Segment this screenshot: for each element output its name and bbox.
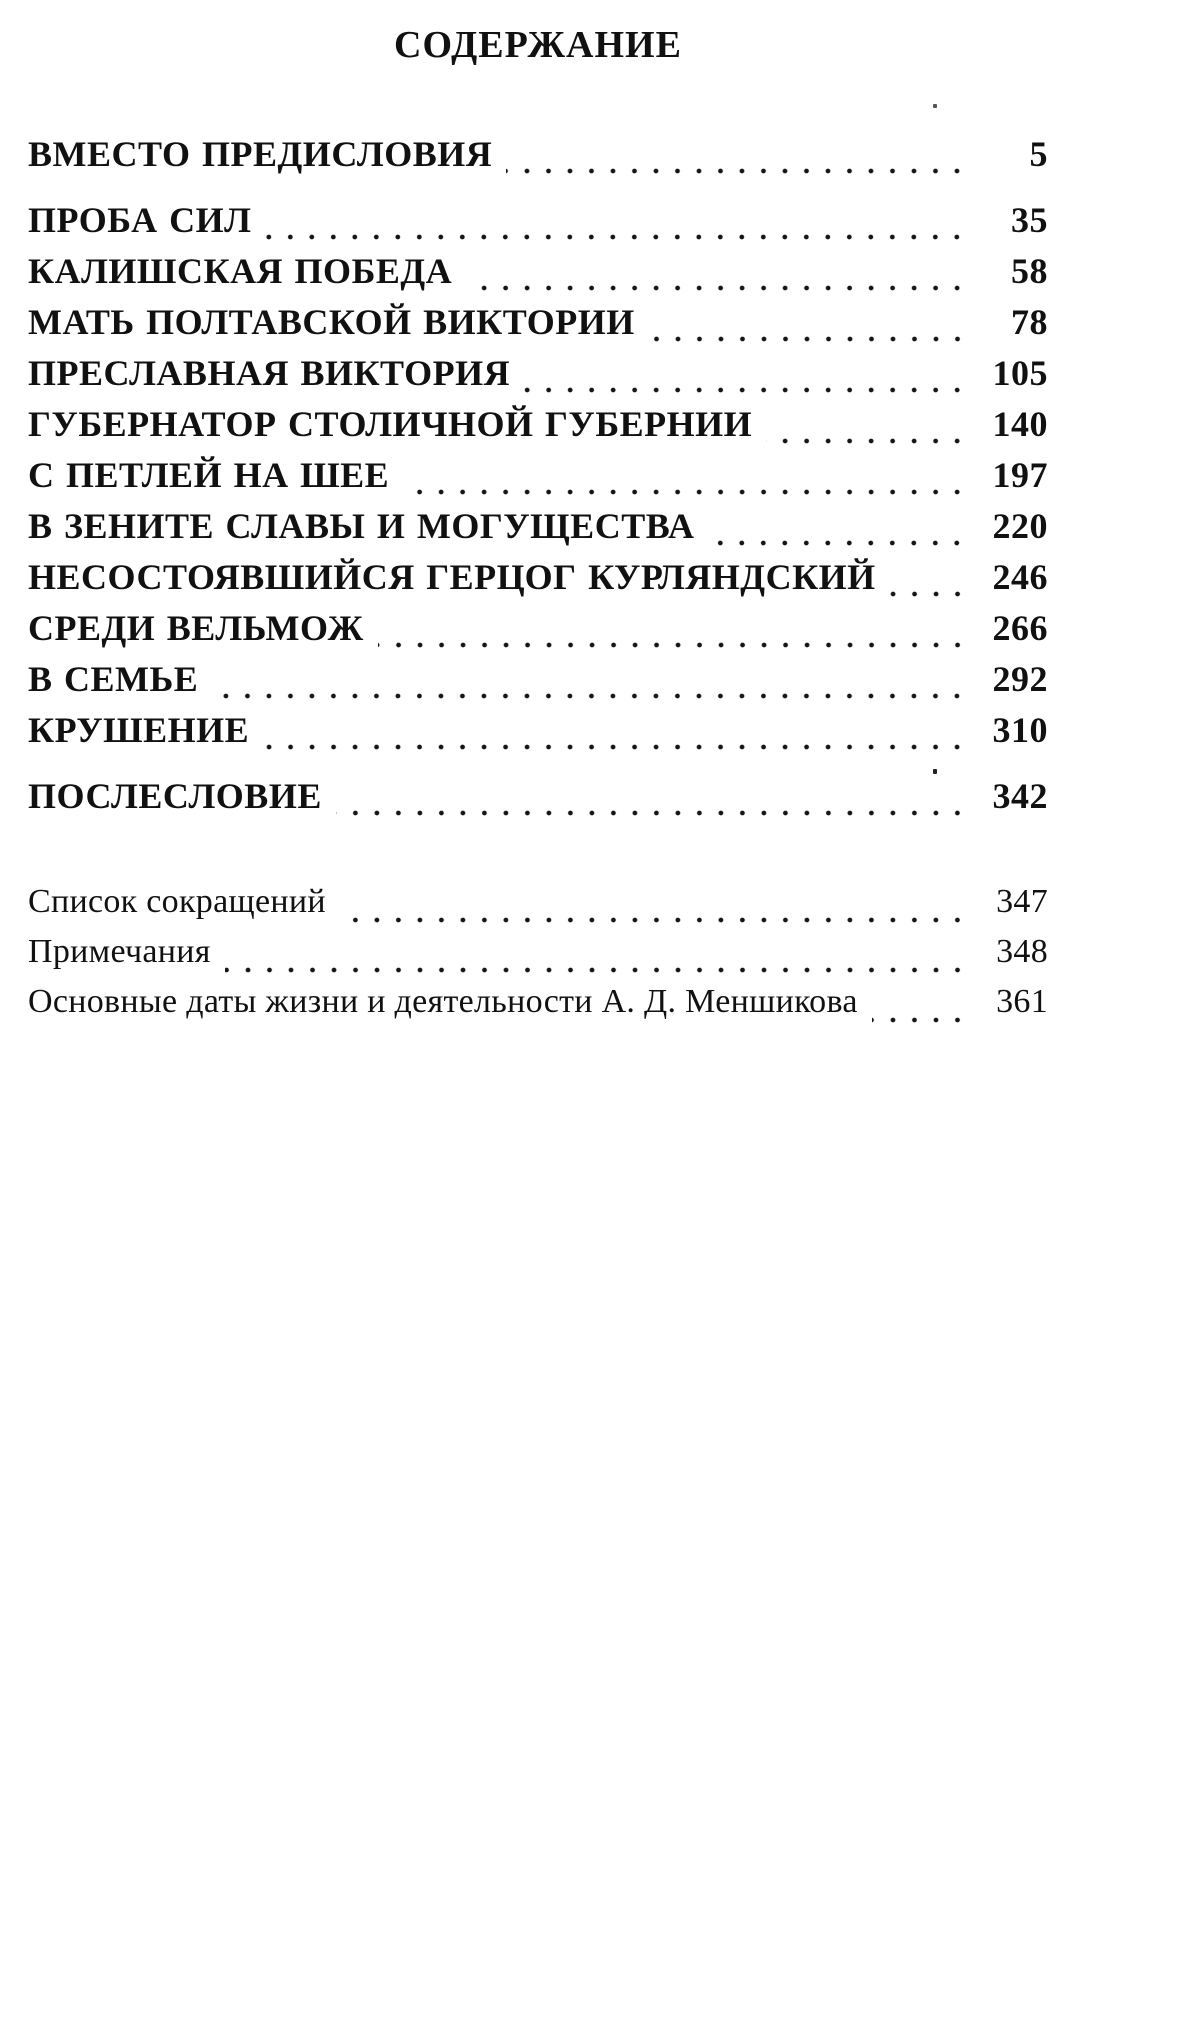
toc-entry-page: 220 (992, 506, 1048, 546)
toc-entry (28, 505, 1048, 556)
toc-entry (28, 933, 1048, 983)
toc-entry-title: КРУШЕНИЕ (28, 710, 250, 750)
toc-entry (28, 983, 1048, 1033)
toc-entry-page: 35 (1011, 200, 1048, 240)
toc-entry-page: 246 (992, 557, 1048, 597)
toc-entry-title: В СЕМЬЕ (28, 659, 199, 699)
toc-entry-page: 5 (1029, 134, 1048, 174)
toc-entry-title: НЕСОСТОЯВШИЙСЯ ГЕРЦОГ КУРЛЯНДСКИЙ (28, 557, 876, 597)
toc-entry (28, 883, 1048, 933)
dot-leader (225, 964, 968, 976)
toc-entry-page: 361 (996, 983, 1048, 1020)
toc-entry (28, 709, 1048, 760)
dot-leader (212, 690, 968, 702)
toc-entry-title: ГУБЕРНАТОР СТОЛИЧНОЙ ГУБЕРНИИ (28, 404, 753, 444)
toc-entry-page: 342 (992, 776, 1048, 816)
dot-leader (890, 588, 968, 600)
toc-page (28, 14, 1048, 1033)
toc-entry-title: В ЗЕНИТЕ СЛАВЫ И МОГУЩЕСТВА (28, 506, 695, 546)
toc-entry-page: 140 (992, 404, 1048, 444)
dot-leader (466, 282, 968, 294)
toc-entry-title: СРЕДИ ВЕЛЬМОЖ (28, 608, 364, 648)
toc-entry-title: Список сокращений (28, 883, 326, 920)
toc-entry-title: Основные даты жизни и деятельности А. Д. Меншикова (28, 983, 858, 1020)
toc-entry-title: ПОСЛЕСЛОВИЕ (28, 776, 322, 816)
toc-entry (28, 775, 1048, 826)
toc-entry-page: 58 (1011, 251, 1048, 291)
toc-entry-page: 292 (992, 659, 1048, 699)
scan-speck-middle (933, 769, 937, 774)
toc-entry-title: ПРЕСЛАВНАЯ ВИКТОРИЯ (28, 353, 511, 393)
toc-entry-title: МАТЬ ПОЛТАВСКОЙ ВИКТОРИИ (28, 302, 635, 342)
dot-leader (524, 384, 968, 396)
page-title: СОДЕРЖАНИЕ (394, 24, 682, 66)
dot-leader (872, 1014, 968, 1026)
dot-leader (506, 165, 968, 177)
toc-entry (28, 199, 1048, 250)
toc-entry (28, 658, 1048, 709)
toc-entry-page: 348 (996, 933, 1048, 970)
toc-entry (28, 352, 1048, 403)
dot-leader (263, 741, 968, 753)
toc-entry-page: 347 (996, 883, 1048, 920)
toc-appendix-list (28, 883, 1048, 1033)
toc-entry (28, 556, 1048, 607)
toc-entry-title: ВМЕСТО ПРЕДИСЛОВИЯ (28, 134, 493, 174)
toc-entry-page: 105 (992, 353, 1048, 393)
dot-leader (336, 807, 968, 819)
toc-entry (28, 301, 1048, 352)
toc-entry (28, 403, 1048, 454)
dot-leader (378, 639, 968, 651)
toc-entry (28, 250, 1048, 301)
dot-leader (265, 231, 968, 243)
toc-entry-title: Примечания (28, 933, 211, 970)
dot-leader (708, 537, 968, 549)
toc-entry-page: 310 (992, 710, 1048, 750)
toc-entry-page: 266 (992, 608, 1048, 648)
toc-entry-title: КАЛИШСКАЯ ПОБЕДА (28, 251, 453, 291)
toc-entry (28, 607, 1048, 658)
toc-entry-list (28, 133, 1048, 826)
toc-entry (28, 133, 1048, 184)
toc-entry-title: С ПЕТЛЕЙ НА ШЕЕ (28, 455, 390, 495)
dot-leader (766, 435, 968, 447)
dot-leader (340, 914, 968, 926)
scan-speck-top (933, 104, 937, 108)
toc-entry-title: ПРОБА СИЛ (28, 200, 252, 240)
toc-entry-page: 197 (992, 455, 1048, 495)
toc-entry-page: 78 (1011, 302, 1048, 342)
dot-leader (649, 333, 968, 345)
dot-leader (403, 486, 968, 498)
toc-entry (28, 454, 1048, 505)
